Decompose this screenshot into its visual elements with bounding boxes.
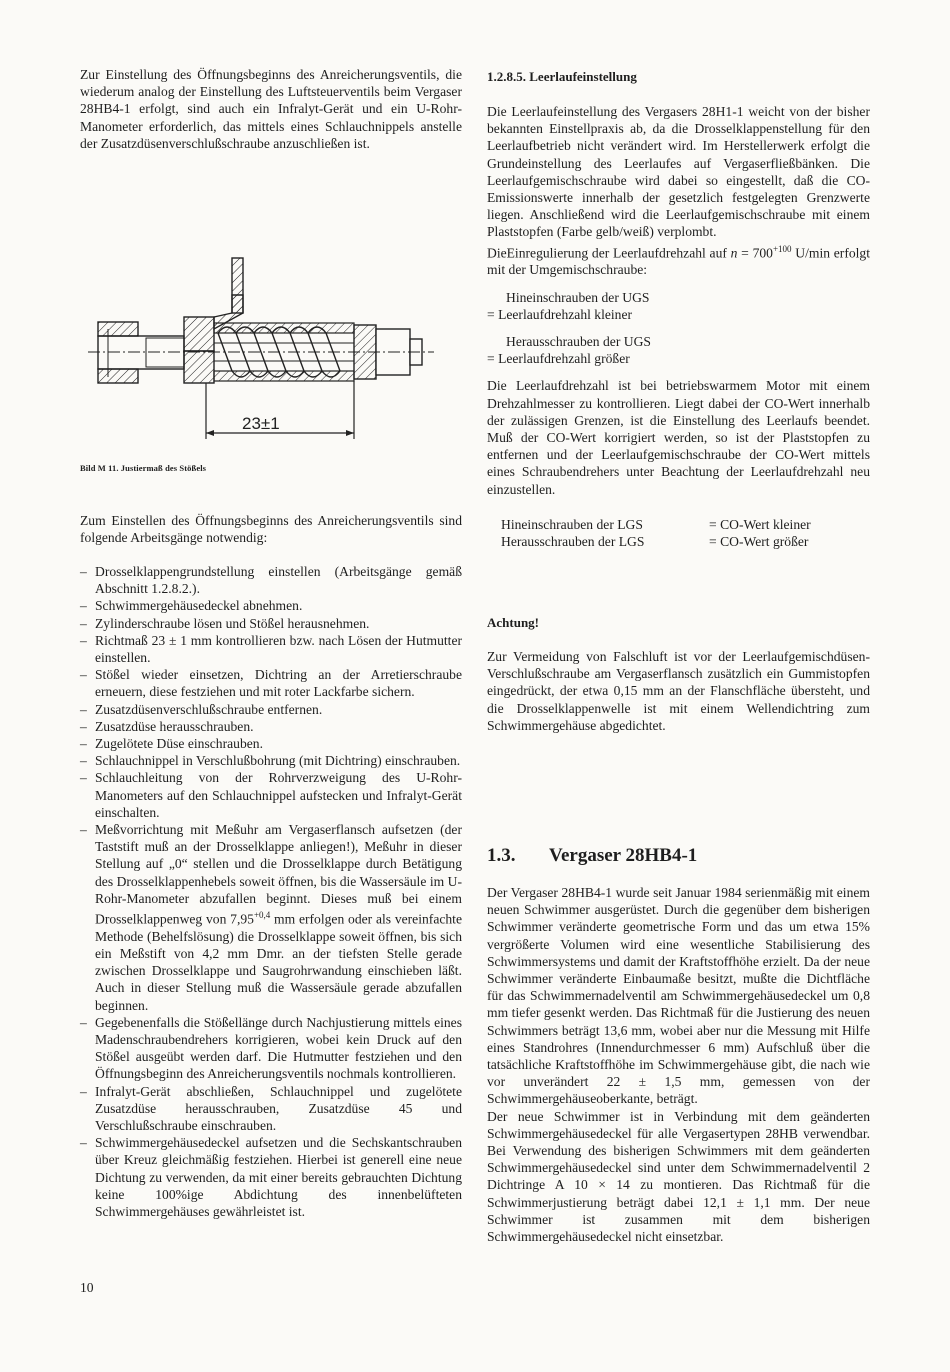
lgs-in-label: Hineinschrauben der LGS	[501, 516, 643, 532]
lgs-in-result: = CO-Wert kleiner	[709, 516, 811, 532]
section-number: 1.3.	[487, 845, 516, 866]
idle-paragraph-1: Die Leerlaufeinstellung des Vergasers 28H1-1 weicht von der bisher bekannten Einstellpraxis ab, da die Drosselklappenstellung für den Leerlaufbetrieb nicht verändert wird. Im Herstellerwerk erfolgt die Grundeinstellung des Leerlaufes auf Vergaserfließbänken. Die Leerlaufgemischschraube wird dabei so eingestellt, daß die CO-Emissionswerte innerhalb der gesetzlich festgelegten Grenzwerte liegen. Anschließend wird die Leerlaufgemischschraube mit einem Plaststopfen (Farbe gelb/weiß) verplombt.	[487, 104, 870, 240]
list-item: – Zusatzdüsenverschlußschraube entfernen.	[80, 701, 462, 718]
ugs-out-result: = Leerlaufdrehzahl größer	[487, 351, 630, 367]
list-item	[80, 821, 462, 1014]
intro-paragraph: Zur Einstellung des Öffnungsbeginns des Anreicherungsventils, die wiederum analog der Einstellung des Luftsteuerventils beim Vergaser 28HB4-1 erfolgt, sind auch ein Infralyt-Gerät und ein U-Rohr-Manometer erforderlich, das mittels eines Schlauchnippels anstelle der Zusatzdüsenverschlußschraube anzuschließen ist.	[80, 67, 462, 151]
step-list	[80, 563, 462, 1220]
list-item: – Schwimmergehäusedeckel abnehmen.	[80, 597, 462, 614]
list-item: – Richtmaß 23 ± 1 mm kontrollieren bzw. nach Lösen der Hutmutter einstellen.	[80, 632, 462, 666]
list-item: – Drosselklappengrundstellung einstellen (Arbeitsgänge gemäß Abschnitt 1.2.8.2.).	[80, 563, 462, 597]
ugs-in-result: = Leerlaufdrehzahl kleiner	[487, 306, 633, 322]
section-paragraph-2: Der neue Schwimmer ist in Verbindung mit dem geänderten Schwimmergehäusedeckel für alle Vergasertypen 28HB verwendbar. Bei Verwendung des bisherigen Schwimmers mit dem geänderten Schwimmergehäusedeckel sind unter dem Schwimmernadelventil 2 Dichtringe A 10 × 14 zu montieren. Das Richtmaß für die Schwimmerjustierung beträgt dabei 12,1 ± 1,1 mm. Der neue Schwimmer ist zusammen mit dem bisherigen Schwimmergehäusedeckel nicht einsetzbar.	[487, 1108, 870, 1245]
list-item: – Gegebenenfalls die Stößellänge durch Nachjustierung mittels eines Madenschraubendrehers korrigieren, wobei kein Druck auf den Stößel ausgeübt werden darf. Die Hutmutter festziehen und den Öffnungsbeginn des Anreicherungsventils nochmals kontrollieren.	[80, 1014, 462, 1083]
list-item: – Zusatzdüse herausschrauben.	[80, 718, 462, 735]
tolerance-superscript: +0,4	[253, 910, 271, 921]
warning-title: Achtung!	[487, 615, 540, 630]
list-item: – Infralyt-Gerät abschließen, Schlauchnippel und zugelötete Zusatzdüse herausschrauben, Zusatzdüse 45 und Verschlußschraube einschrauben.	[80, 1083, 462, 1135]
idle-paragraph-2: DieEinregulierung der Leerlaufdrehzahl auf $n = 700^{+100}$ U/min erfolgt mit der Umgemischschraube:	[487, 243, 870, 278]
idle-section	[487, 103, 870, 550]
section-heading	[487, 847, 870, 864]
ugs-out-label: Herausschrauben der UGS	[506, 333, 651, 349]
plunger-drawing	[86, 225, 446, 450]
list-item: – Schlauchnippel in Verschlußbohrung (mit Dichtring) einschrauben.	[80, 752, 462, 769]
speed-superscript: +100	[772, 243, 792, 254]
lgs-out-result: = CO-Wert größer	[709, 534, 809, 549]
section-body	[487, 884, 870, 1245]
housing-left-top	[98, 322, 138, 336]
steps-intro: Zum Einstellen des Öffnungsbeginns des Anreicherungsventils sind folgende Arbeitsgänge notwendig:	[80, 513, 462, 546]
list-item: – Schlauchleitung von der Rohrverzweigung des U-Rohr-Manometers auf den Schlauchnippel aufstecken und Infralyt-Gerät einschalten.	[80, 769, 462, 821]
dimension-label: 23±1	[242, 414, 280, 433]
section-title: Vergaser 28HB4-1	[549, 845, 698, 866]
ugs-in-label: Hineinschrauben der UGS	[506, 289, 650, 305]
meter-step-text-a: Meßvorrichtung mit Meßuhr am Vergaserflansch aufsetzen (der Taststift muß an der Drosselklappe anliegen!), Meßuhr in dieser Stellung auf „0“ stellen und die Drosselklappe durch Betätigung des Drosselklappenhebels soweit öffnen, bis die Wassersäule im U-Rohr-Manometer abzufallen beginnt. Dieses muß bei einem Drosselklappenweg von 7,95	[95, 822, 462, 927]
list-item: – Stößel wieder einsetzen, Dichtring an der Arretierschraube erneuern, diese festziehen und mit roter Lackfarbe sichern.	[80, 666, 462, 700]
list-item: – Zylinderschraube lösen und Stößel herausnehmen.	[80, 615, 462, 632]
page-number: 10	[80, 1280, 94, 1295]
lgs-in-row	[487, 516, 870, 533]
lgs-out-row	[487, 533, 870, 550]
idle-paragraph-3: Die Leerlaufdrehzahl ist bei betriebswarmem Motor mit einem Drehzahlmesser zu kontrollieren. Liegt dabei der CO-Wert innerhalb der zulässigen Grenzen, ist die Einstellung des Leerlaufs beendet. Muß der CO-Wert korrigiert werden, so ist der Plaststopfen zu entfernen und der Leerlaufgemischschraube der CO-Wert mittels eines Schraubendrehers unter Beachtung der Leerlaufdrehzahl neu einzustellen.	[487, 378, 870, 497]
list-item: – Zugelötete Düse einschrauben.	[80, 735, 462, 752]
heading-idle: 1.2.8.5. Leerlaufeinstellung	[487, 69, 637, 84]
meter-step-text-b: mm erfolgen oder als vereinfachte Methode (Behelfslösung) die Drosselklappe soweit öffnen, bis sich ein Meßstift von 4,2 mm Dmr. an der tiefsten Stelle gerade zwischen Drosselklappe und Saugrohrwandung einschieben läßt. Auch in dieser Stellung muß die Wassersäule gerade abzufallen beginnen.	[95, 911, 462, 1013]
housing-left-bottom	[98, 369, 138, 383]
section-paragraph-1: Der Vergaser 28HB4-1 wurde seit Januar 1984 serienmäßig mit einem neuen Schwimmer ausgerüstet. Durch die gegenüber dem bisherigen Schwimmer veränderte geometrische Form und das um etwa 15% vergrößerte Volumen wird eine wesentliche Stabilisierung des Schwimmersystems und damit der Kraftstoffhöhe erzielt. Da der neue Schwimmer veränderte Einbaumaße besitzt, mußte die Dichtfläche für das Schwimmernadelventil am Schwimmergehäusedeckel um 0,8 mm tiefer gesenkt werden. Das Richtmaß für die Justierung des neuen Schwimmers beträgt 13,6 mm, wobei aber nur die Messung mit Hilfe eines Standrohres (Innendurchmesser 6 mm) Aufschluß über die tatsächliche Kraftstoffhöhe im Schwimmergehäuse gibt, die nach wie vor unverändert 22 ± 1,5 mm, gemessen von der Schwimmergehäuseoberkante, beträgt.	[487, 885, 870, 1107]
lgs-out-label: Herausschrauben der LGS	[501, 534, 645, 549]
warning-paragraph: Zur Vermeidung von Falschluft ist vor der Leerlaufgemischdüsen-Verschlußschraube am Vergaserflansch zusätzlich ein Gummistopfen eingedrückt, der etwa 0,15 mm an der Flanschfläche übersteht, und die Drosselklappenwelle ist mit einem Wellendichtring zum Schwimmergehäuse abgedichtet.	[487, 649, 870, 733]
figure-caption: Bild M 11. Justiermaß des Stößels	[80, 463, 207, 473]
list-item: – Schwimmergehäusedeckel aufsetzen und die Sechskantschrauben über Kreuz gleichmäßig festziehen. Hierbei ist generell eine neue Dichtung zu verwenden, da mit einer bereits gebrauchten Dichtung keine 100%ige Abdichtung des innenbelüfteten Schwimmergehäuses gewährleistet ist.	[80, 1134, 462, 1220]
